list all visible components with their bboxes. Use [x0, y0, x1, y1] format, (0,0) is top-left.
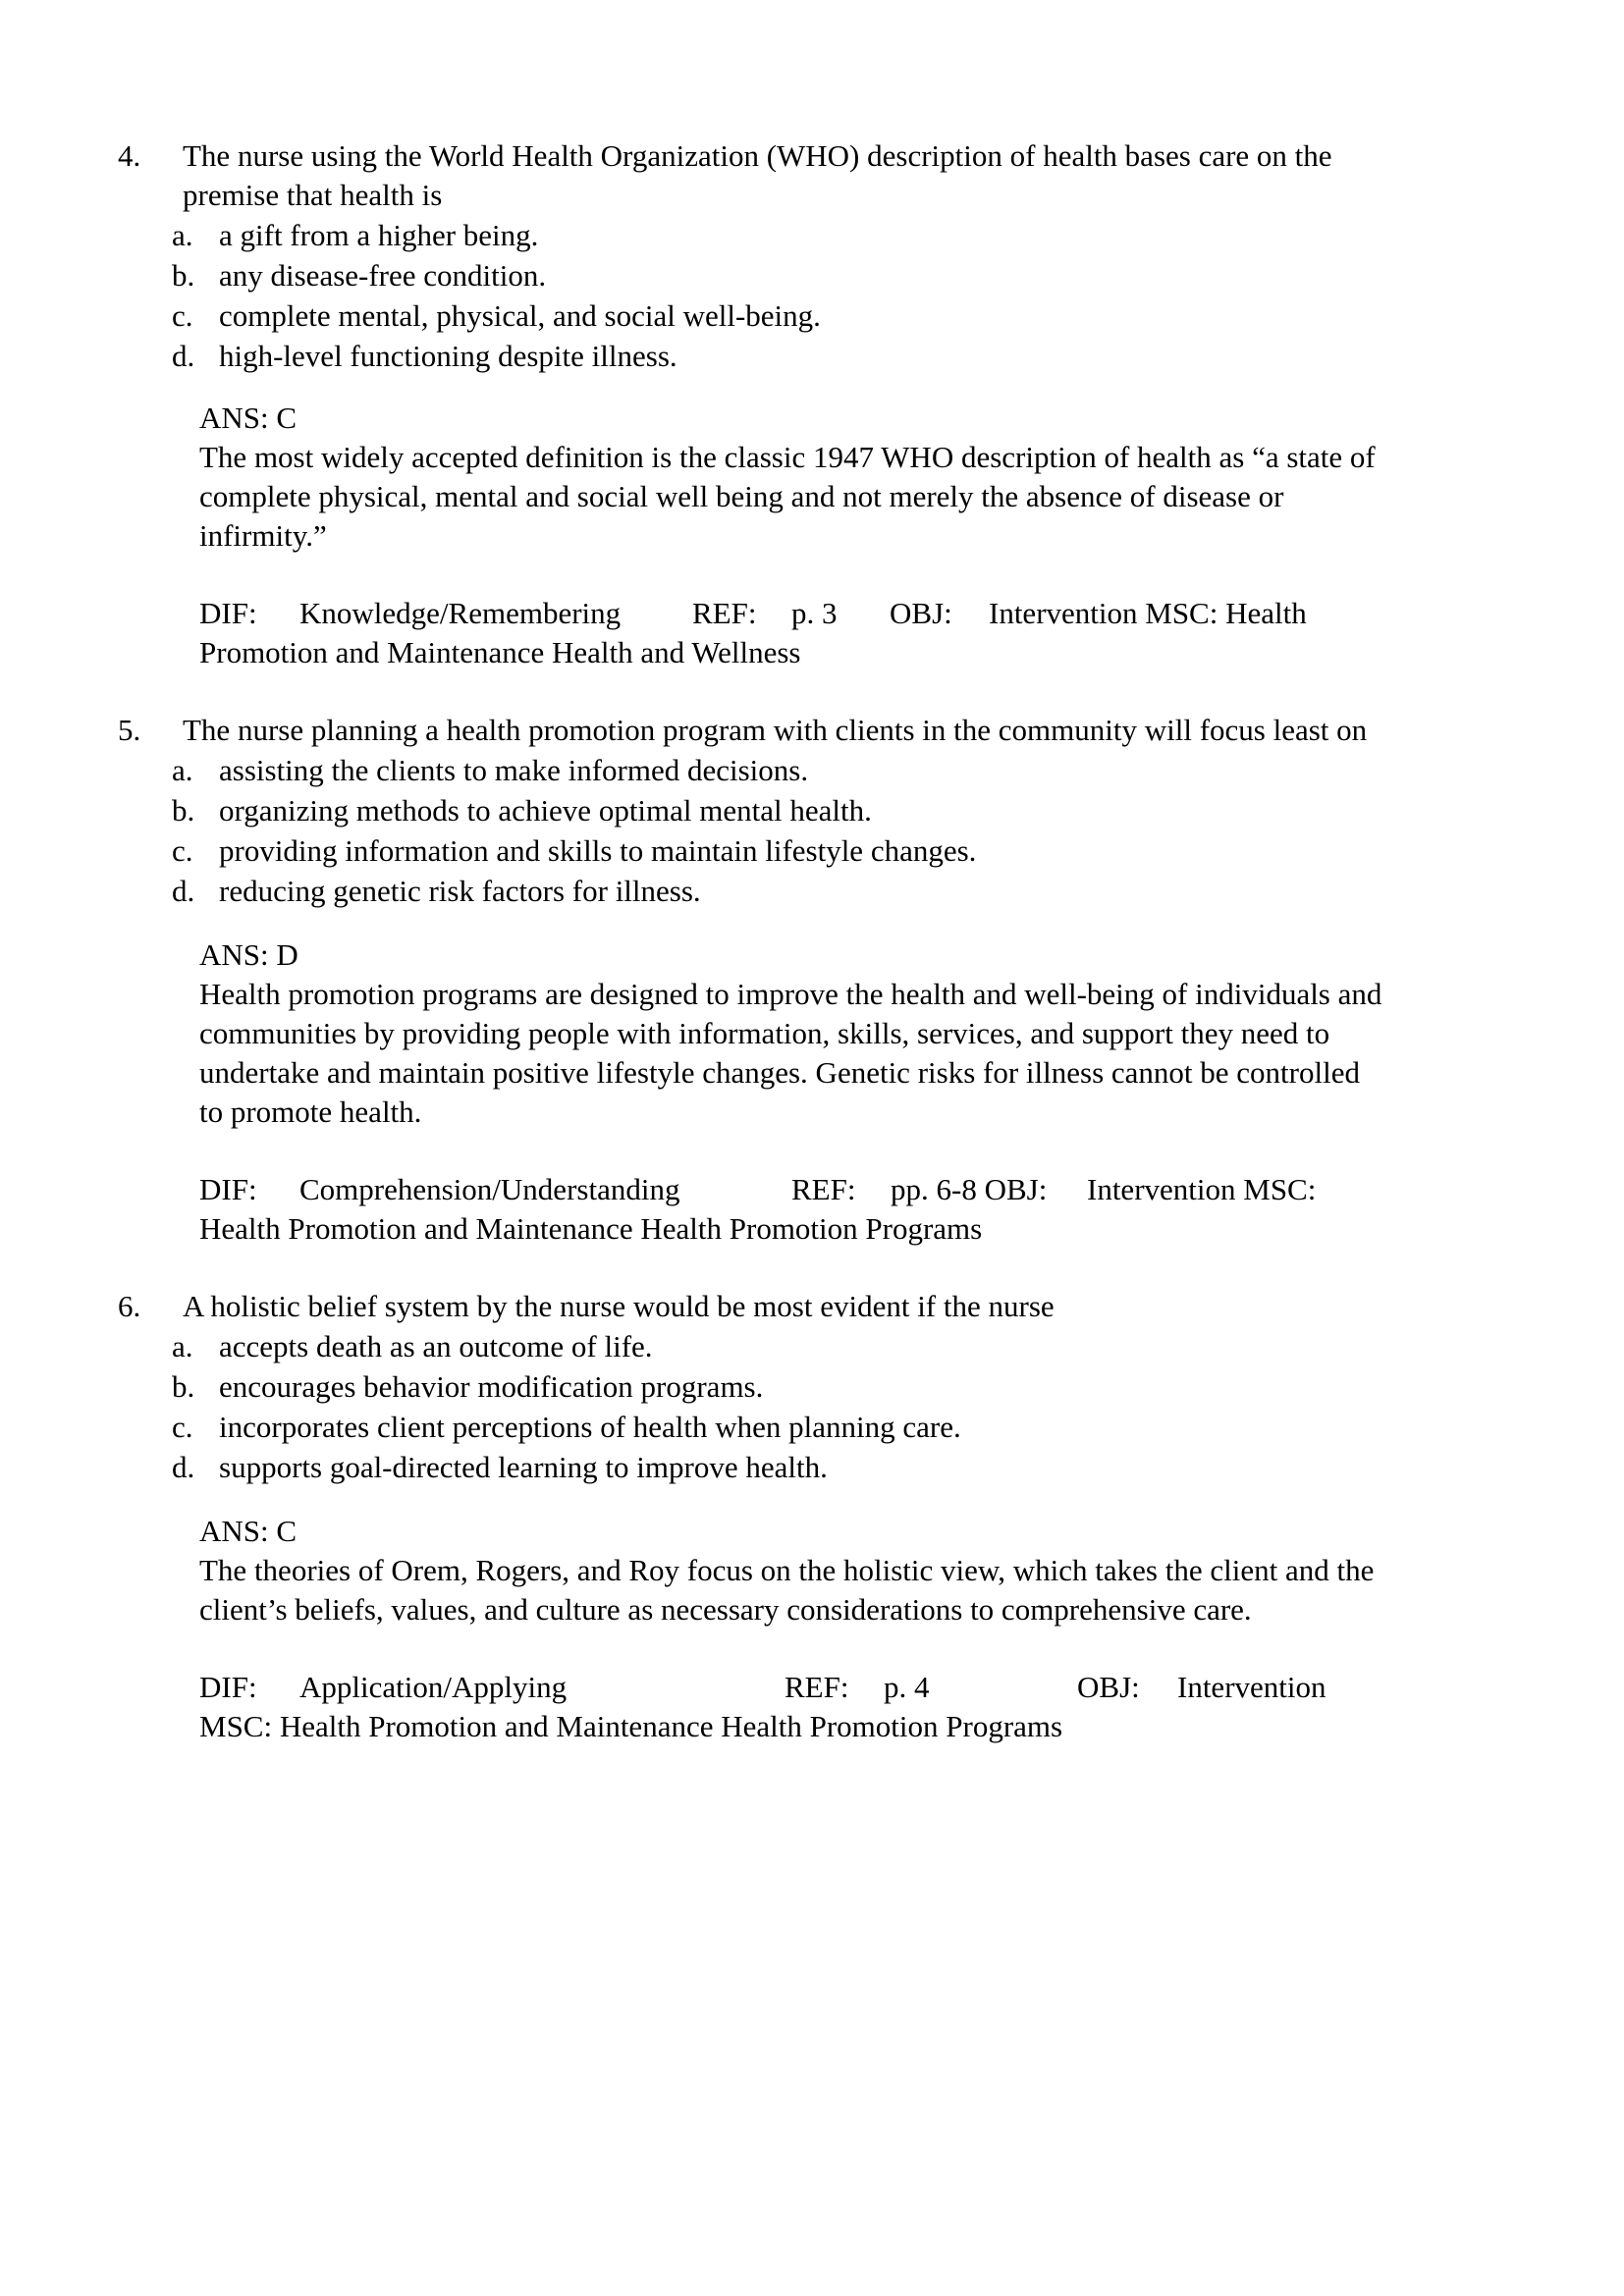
option-text: high-level functioning despite illness.	[219, 339, 677, 373]
question-number: 6.	[118, 1289, 141, 1323]
option-letter: d.	[172, 1450, 195, 1484]
option-text: supports goal-directed learning to improve health.	[219, 1450, 828, 1484]
option-letter: c.	[172, 833, 193, 868]
option-letter: a.	[172, 753, 193, 787]
meta-msc: Health Promotion and Maintenance Health Promotion Programs	[199, 1211, 983, 1246]
option-text: encourages behavior modification programs.	[219, 1369, 764, 1404]
question-number: 4.	[118, 138, 141, 173]
meta-ref-value: p. 3	[791, 596, 838, 630]
meta-obj-label: OBJ:	[1077, 1670, 1140, 1704]
option-text: accepts death as an outcome of life.	[219, 1329, 653, 1363]
option-text: assisting the clients to make informed decisions.	[219, 753, 809, 787]
option-letter: b.	[172, 258, 195, 293]
option-letter: b.	[172, 1369, 195, 1404]
answer-key: ANS: C	[199, 400, 298, 435]
option-letter: c.	[172, 298, 193, 333]
option-text: complete mental, physical, and social well-being.	[219, 298, 821, 333]
meta-dif-label: DIF:	[199, 596, 257, 630]
rationale-line: undertake and maintain positive lifestyle changes. Genetic risks for illness cannot be controlled	[199, 1055, 1360, 1090]
rationale-line: to promote health.	[199, 1095, 422, 1129]
question-number: 5.	[118, 713, 141, 747]
option-letter: a.	[172, 1329, 193, 1363]
meta-dif-value: Application/Applying	[299, 1670, 568, 1704]
rationale-line: Health promotion programs are designed to improve the health and well-being of individuals and	[199, 977, 1382, 1011]
rationale-line: complete physical, mental and social well being and not merely the absence of disease or	[199, 479, 1284, 513]
question-stem-line: premise that health is	[183, 178, 443, 212]
meta-ref-value: pp. 6-8 OBJ:	[891, 1172, 1048, 1206]
rationale-line: client’s beliefs, values, and culture as necessary considerations to comprehensive care.	[199, 1592, 1252, 1627]
answer-key: ANS: C	[199, 1514, 298, 1548]
meta-dif-label: DIF:	[199, 1670, 257, 1704]
meta-msc: Promotion and Maintenance Health and Wellness	[199, 635, 801, 669]
option-letter: a.	[172, 218, 193, 252]
meta-obj-value: Intervention MSC: Health	[989, 596, 1307, 630]
meta-msc: MSC: Health Promotion and Maintenance Health Promotion Programs	[199, 1709, 1063, 1743]
option-text: organizing methods to achieve optimal mental health.	[219, 793, 872, 828]
meta-dif-value: Comprehension/Understanding	[299, 1172, 680, 1206]
meta-ref-label: REF:	[791, 1172, 856, 1206]
meta-dif-label: DIF:	[199, 1172, 257, 1206]
option-text: reducing genetic risk factors for illness.	[219, 874, 701, 908]
meta-obj-label: OBJ:	[890, 596, 952, 630]
meta-ref-label: REF:	[692, 596, 757, 630]
question-stem-line: A holistic belief system by the nurse would be most evident if the nurse	[183, 1289, 1055, 1323]
meta-obj-value: Intervention	[1177, 1670, 1326, 1704]
option-letter: d.	[172, 339, 195, 373]
option-text: a gift from a higher being.	[219, 218, 539, 252]
question-stem-line: The nurse using the World Health Organization (WHO) description of health bases care on the	[183, 138, 1332, 173]
meta-ref-label: REF:	[785, 1670, 849, 1704]
rationale-line: The most widely accepted definition is the classic 1947 WHO description of health as “a state of	[199, 440, 1376, 474]
option-text: providing information and skills to maintain lifestyle changes.	[219, 833, 977, 868]
rationale-line: infirmity.”	[199, 518, 327, 553]
rationale-line: The theories of Orem, Rogers, and Roy focus on the holistic view, which takes the client and the	[199, 1553, 1375, 1587]
rationale-line: communities by providing people with information, skills, services, and support they need to	[199, 1016, 1330, 1050]
question-stem-line: The nurse planning a health promotion program with clients in the community will focus least on	[183, 713, 1368, 747]
option-text: incorporates client perceptions of health when planning care.	[219, 1410, 961, 1444]
option-letter: d.	[172, 874, 195, 908]
option-letter: b.	[172, 793, 195, 828]
meta-ref-value: p. 4	[884, 1670, 930, 1704]
meta-obj-value: Intervention MSC:	[1087, 1172, 1317, 1206]
answer-key: ANS: D	[199, 937, 298, 972]
meta-dif-value: Knowledge/Remembering	[299, 596, 622, 630]
option-letter: c.	[172, 1410, 193, 1444]
option-text: any disease-free condition.	[219, 258, 547, 293]
